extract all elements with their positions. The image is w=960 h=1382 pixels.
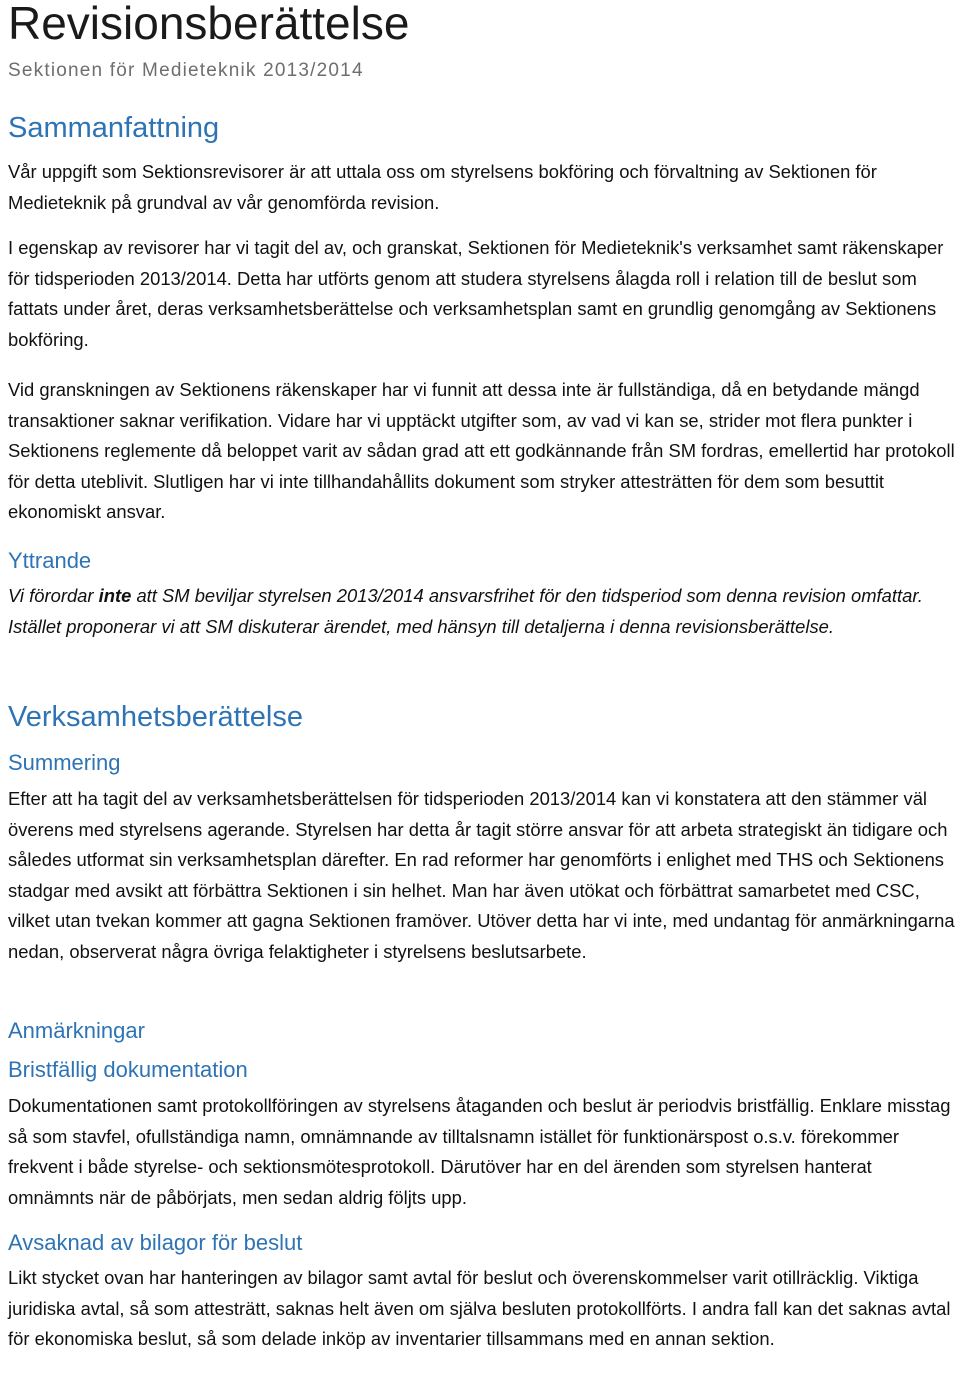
paragraph-yttrande xyxy=(8,581,958,642)
paragraph-text xyxy=(8,581,958,642)
paragraph-text: Likt stycket ovan har hanteringen av bilagor samt avtal för beslut och överenskommelser varit otillräcklig. Viktiga juridiska avtal, så som attesträtt, saknas helt även om själva besluten protokollförts. I andra fall kan det saknas avtal för ekonomiska beslut, så som delade inköp av inventarier tillsammans med en annan sektion. xyxy=(8,1267,951,1349)
paragraph-summering xyxy=(8,784,958,967)
heading-sammanfattning: Sammanfattning xyxy=(8,112,220,144)
paragraph-bristfallig-dokumentation xyxy=(8,1091,958,1213)
paragraph-sammanfattning-2 xyxy=(8,233,958,355)
paragraph-sammanfattning-3 xyxy=(8,375,958,528)
document-subtitle: Sektionen för Medieteknik 2013/2014 xyxy=(8,60,364,81)
yttrande-emphasis: inte xyxy=(98,585,132,606)
paragraph-sammanfattning-1 xyxy=(8,157,958,218)
heading-summering: Summering xyxy=(8,750,121,775)
heading-yttrande: Yttrande xyxy=(8,548,92,573)
paragraph-avsaknad-av-bilagor xyxy=(8,1263,958,1355)
paragraph-text: Efter att ha tagit del av verksamhetsberättelsen för tidsperioden 2013/2014 kan vi konstatera att den stämmer väl överens med styrelsens agerande. Styrelsen har detta år tagit större ansvar för att arbeta strategiskt än tidigare och således utformat sin verksamhetsplan därefter. En rad reformer har genomförts i enlighet med THS och Sektionens stadgar med avsikt att förbättra Sektionen i sin helhet. Man har även utökat och förbättrat samarbetet med CSC, vilket utan tvekan kommer att gagna Sektionen framöver. Utöver detta har vi inte, med undantag för anmärkningarna nedan, observerat några övriga felaktigheter i styrelsens beslutsarbete. xyxy=(8,788,955,962)
yttrande-text-before: Vi förordar xyxy=(8,585,99,606)
heading-verksamhetsberattelse: Verksamhetsberättelse xyxy=(8,701,303,733)
paragraph-text: Dokumentationen samt protokollföringen av styrelsens åtaganden och beslut är periodvis bristfällig. Enklare misstag så som stavfel, ofullständiga namn, omnämnande av tilltalsnamn istället för funktionärspost o.s.v. förekommer frekvent i både styrelse- och sektionsmötesprotokoll. Därutöver har en del ärenden som styrelsen hanterat omnämnts när de påbörjats, men sedan aldrig följts upp. xyxy=(8,1095,951,1208)
heading-anmarkningar: Anmärkningar xyxy=(8,1018,145,1043)
heading-avsaknad-av-bilagor: Avsaknad av bilagor för beslut xyxy=(8,1230,303,1255)
document-title: Revisionsberättelse xyxy=(8,0,410,49)
paragraph-text: I egenskap av revisorer har vi tagit del av, och granskat, Sektionen för Medieteknik's verksamhet samt räkenskaper för tidsperioden 2013/2014. Detta har utförts genom att studera styrelsens ålagda roll i relation till de beslut som fattats under året, deras verksamhetsberättelse och verksamhetsplan samt en grundlig genomgång av Sektionens bokföring. xyxy=(8,237,944,350)
paragraph-text: Vår uppgift som Sektionsrevisorer är att uttala oss om styrelsens bokföring och förvaltning av Sektionen för Medieteknik på grundval av vår genomförda revision. xyxy=(8,161,877,213)
paragraph-text: Vid granskningen av Sektionens räkenskaper har vi funnit att dessa inte är fullständiga, då en betydande mängd transaktioner saknar verifikation. Vidare har vi upptäckt utgifter som, av vad vi kan se, strider mot flera punkter i Sektionens reglemente då beloppet varit av sådan grad att ett godkännande från SM fordras, emellertid har protokoll för detta uteblivit. Slutligen har vi inte tillhandahållits dokument som stryker attesträtten för dem som besuttit ekonomiskt ansvar. xyxy=(8,379,955,522)
yttrande-text-after: att SM beviljar styrelsen 2013/2014 ansvarsfrihet för den tidsperiod som denna revision omfattar. Istället proponerar vi att SM diskuterar ärendet, med hänsyn till detaljerna i denna revisionsberättelse. xyxy=(8,585,923,637)
heading-bristfallig-dokumentation: Bristfällig dokumentation xyxy=(8,1057,248,1082)
